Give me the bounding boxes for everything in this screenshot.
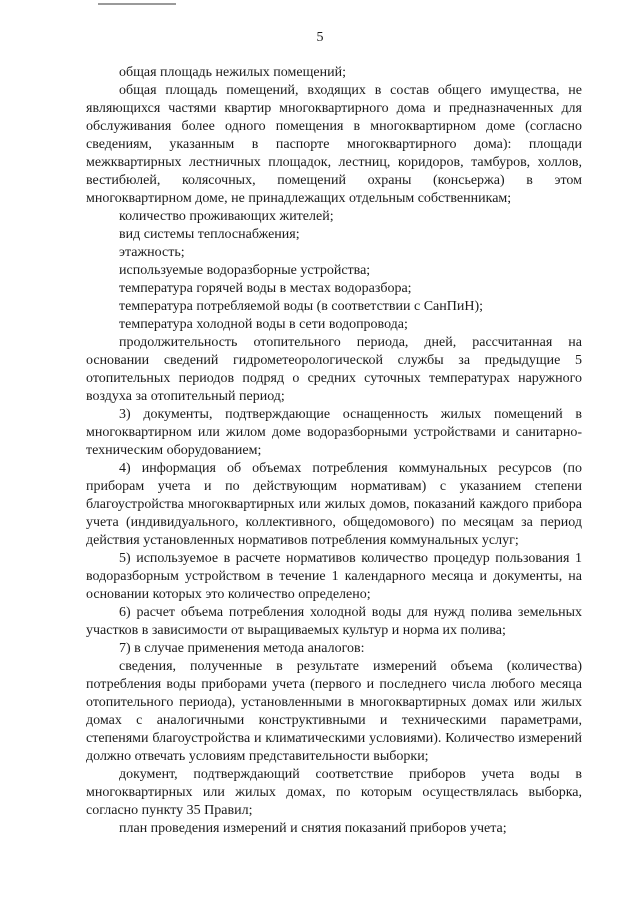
paragraph-meter-compliance: документ, подтверждающий соответствие приборов учета воды в многоквартирных или жилых домах, по которым осуществлялась выборка, согласно пункту 35 Правил; bbox=[86, 767, 582, 818]
paragraph-heating-system: вид системы теплоснабжения; bbox=[119, 227, 300, 242]
scan-edge-mark bbox=[98, 3, 176, 5]
paragraph-measurement-data: сведения, полученные в результате измерений объема (количества) потребления воды приборами учета (первого и последнего числа любого месяца отопительного периода), установленными в многоквартирных домах или жилых домах с аналогичными конструктивными и техническими параметрами, степенями благоустройства и климатическими условиями). Количество измерений должно отвечать условиям представительности выборки; bbox=[86, 659, 582, 764]
paragraph-cold-water-temp: температура холодной воды в сети водопровода; bbox=[119, 317, 408, 332]
paragraph-nonresidential-area: общая площадь нежилых помещений; bbox=[119, 65, 346, 80]
paragraph-floors: этажность; bbox=[119, 245, 185, 260]
paragraph-item-4: 4) информация об объемах потребления коммунальных ресурсов (по приборам учета и по действующим нормативам) с указанием степени благоустройства многоквартирных или жилых домов, показаний каждого прибора учета (индивидуального, коллективного, общедомового) по месяцам за период действия установленных нормативов потребления коммунальных услуг; bbox=[86, 461, 582, 548]
paragraph-common-property-area: общая площадь помещений, входящих в состав общего имущества, не являющихся частями квартир многоквартирного дома и предназначенных для обслуживания более одного помещения в многоквартирном доме (согласно сведениям, указанным в паспорте многоквартирного дома): площади межквартирных лестничных площадок, лестниц, коридоров, тамбуров, холлов, вестибюлей, колясочных, помещений охраны (консьержа) в этом многоквартирном доме, не принадлежащих отдельным собственникам; bbox=[86, 83, 582, 206]
page-number: 5 bbox=[316, 30, 324, 45]
paragraph-consumed-water-temp: температура потребляемой воды (в соответствии с СанПиН); bbox=[119, 299, 484, 314]
paragraph-item-6: 6) расчет объема потребления холодной воды для нужд полива земельных участков в зависимости от выращиваемых культур и норма их полива; bbox=[86, 605, 582, 638]
paragraph-residents-count: количество проживающих жителей; bbox=[119, 209, 334, 224]
paragraph-heating-period: продолжительность отопительного периода, дней, рассчитанная на основании сведений гидрометеорологической службы за предыдущие 5 отопительных периодов подряд о средних суточных температурах наружного воздуха за отопительный период; bbox=[86, 335, 582, 404]
paragraph-water-devices: используемые водоразборные устройства; bbox=[119, 263, 371, 278]
paragraph-measurement-plan: план проведения измерений и снятия показаний приборов учета; bbox=[119, 821, 507, 836]
paragraph-item-5: 5) используемое в расчете нормативов количество процедур пользования 1 водоразборным устройством в течение 1 календарного месяца и документы, на основании которых это количество определено; bbox=[86, 551, 582, 602]
paragraph-item-3: 3) документы, подтверждающие оснащенность жилых помещений в многоквартирном или жилом доме водоразборными устройствами и санитарно-техническим оборудованием; bbox=[86, 407, 582, 458]
paragraph-hot-water-temp: температура горячей воды в местах водоразбора; bbox=[119, 281, 412, 296]
paragraph-item-7: 7) в случае применения метода аналогов: bbox=[119, 641, 365, 656]
document-body bbox=[86, 64, 582, 838]
